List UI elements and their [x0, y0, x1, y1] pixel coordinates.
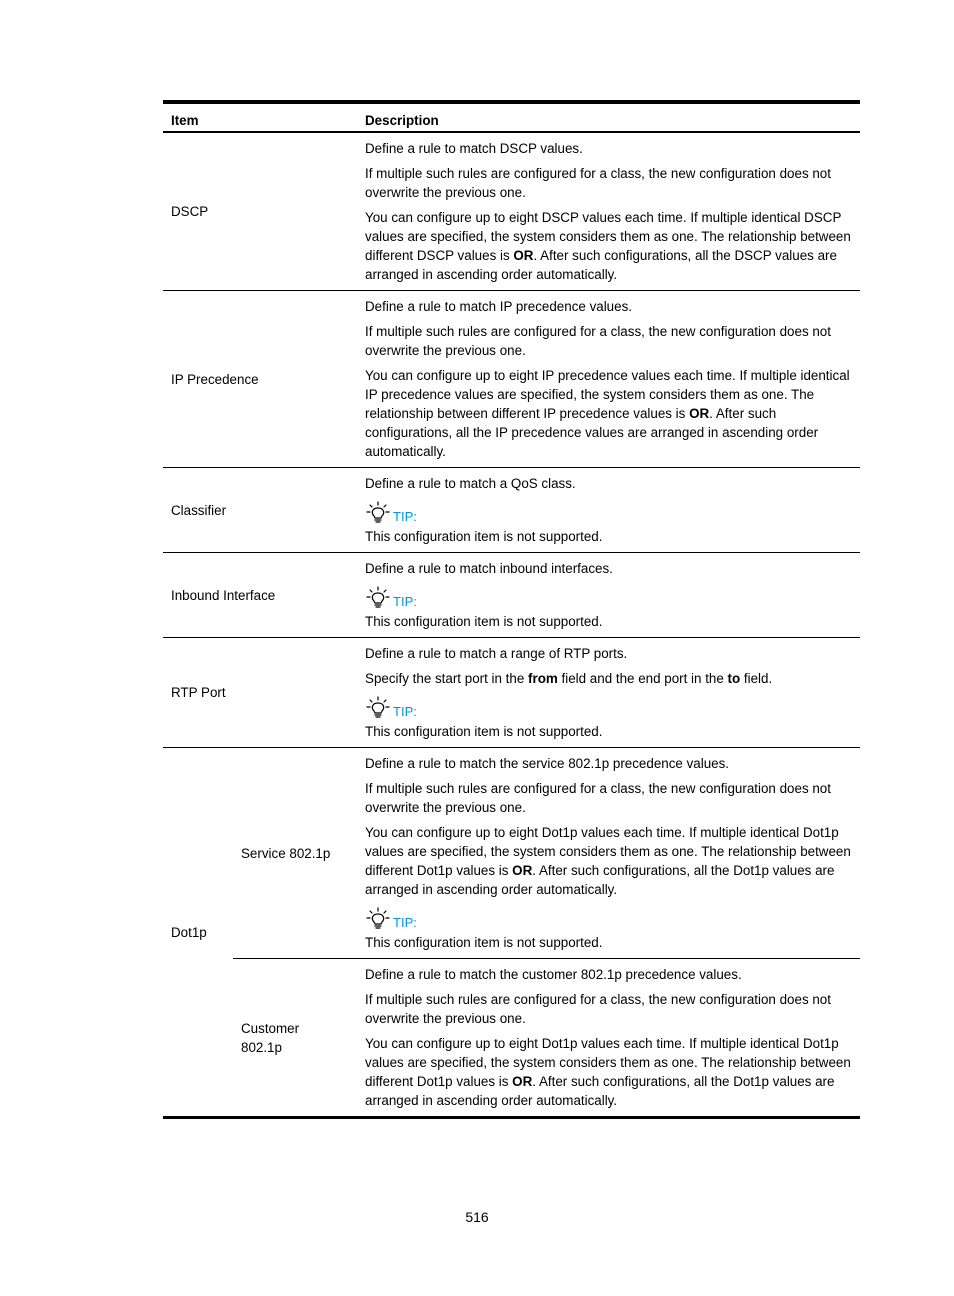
desc-paragraph: You can configure up to eight Dot1p values each time. If multiple identical Dot1p values are specified, the system considers them as one. The relationship between different Dot1p values is OR. After such configurations, all the Dot1p values are arranged in ascending order automatically.	[365, 825, 851, 897]
bold-keyword: OR	[512, 863, 533, 878]
subitem-cell: Customer 802.1p	[241, 1020, 300, 1055]
item-cell: RTP Port	[171, 685, 226, 700]
tip-text: This configuration item is not supported.	[365, 724, 603, 739]
description-cell	[357, 638, 860, 748]
tip-callout	[365, 694, 852, 720]
tip-label: TIP:	[393, 509, 417, 524]
tip-label: TIP:	[393, 915, 417, 930]
desc-paragraph: Define a rule to match the service 802.1p precedence values.	[365, 756, 730, 771]
tip-callout	[365, 499, 852, 525]
header-item: Item	[171, 113, 199, 128]
item-cell: Classifier	[171, 502, 227, 518]
description-cell	[357, 748, 860, 959]
desc-paragraph: Define a rule to match a QoS class.	[365, 476, 576, 491]
tip-text: This configuration item is not supported.	[365, 935, 603, 950]
item-cell: DSCP	[171, 204, 209, 219]
desc-paragraph: If multiple such rules are configured for a class, the new configuration does not overwrite the previous one.	[365, 781, 831, 815]
item-cell: Dot1p	[163, 748, 233, 1118]
lightbulb-icon	[365, 907, 391, 931]
desc-paragraph: Define a rule to match inbound interfaces.	[365, 561, 613, 576]
desc-paragraph: If multiple such rules are configured for a class, the new configuration does not overwrite the previous one.	[365, 992, 831, 1026]
bold-keyword: to	[727, 671, 741, 686]
table-row-dot1p-service	[163, 748, 860, 959]
lightbulb-icon	[365, 501, 391, 525]
item-cell: IP Precedence	[171, 371, 259, 387]
tip-label: TIP:	[393, 704, 417, 719]
desc-paragraph: Specify the start port in the from field and the end port in the to field.	[365, 671, 773, 686]
table-row-dscp	[163, 132, 860, 291]
table-row-inbound-interface	[163, 553, 860, 638]
description-cell	[357, 553, 860, 638]
lightbulb-icon	[365, 696, 391, 720]
tip-text: This configuration item is not supported.	[365, 614, 603, 629]
bold-keyword: OR	[513, 248, 534, 263]
desc-paragraph: You can configure up to eight Dot1p values each time. If multiple identical Dot1p values are specified, the system considers them as one. The relationship between different Dot1p values is OR. After such configurations, all the Dot1p values are arranged in ascending order automatically.	[365, 1036, 851, 1108]
desc-paragraph: If multiple such rules are configured for a class, the new configuration does not overwrite the previous one.	[365, 324, 831, 358]
table-row-dot1p-customer	[163, 959, 860, 1118]
table-row-ip-precedence	[163, 291, 860, 468]
desc-paragraph: Define a rule to match DSCP values.	[365, 141, 583, 156]
table-header-row	[163, 102, 860, 132]
subitem-cell: Service 802.1p	[233, 748, 357, 959]
tip-callout	[365, 905, 852, 931]
tip-text: This configuration item is not supported.	[365, 529, 603, 544]
bold-keyword: from	[528, 671, 558, 686]
desc-paragraph: Define a rule to match a range of RTP ports.	[365, 646, 628, 661]
description-cell	[357, 132, 860, 291]
desc-paragraph: You can configure up to eight DSCP values each time. If multiple identical DSCP values are specified, the system considers them as one. The relationship between different DSCP values is OR. After such configurations, all the DSCP values are arranged in ascending order automatically.	[365, 210, 851, 282]
tip-label: TIP:	[393, 594, 417, 609]
table-row-rtp-port	[163, 638, 860, 748]
lightbulb-icon	[365, 586, 391, 610]
desc-paragraph: You can configure up to eight IP precedence values each time. If multiple identical IP precedence values are specified, the system considers them as one. The relationship between different IP precedence values is OR. After such configurations, all the IP precedence values are arranged in ascending order automatically.	[365, 368, 850, 459]
bold-keyword: OR	[689, 406, 710, 421]
header-description: Description	[365, 113, 439, 128]
page-number: 516	[465, 1209, 489, 1225]
description-cell	[357, 291, 860, 468]
desc-paragraph: Define a rule to match IP precedence values.	[365, 299, 632, 314]
table-row-classifier	[163, 468, 860, 553]
match-rule-table	[163, 100, 860, 1119]
desc-paragraph: Define a rule to match the customer 802.1p precedence values.	[365, 967, 742, 982]
item-cell: Inbound Interface	[171, 587, 276, 603]
config-table-container	[163, 100, 860, 1119]
bold-keyword: OR	[512, 1074, 533, 1089]
desc-paragraph: If multiple such rules are configured for a class, the new configuration does not overwrite the previous one.	[365, 166, 831, 200]
tip-callout	[365, 584, 852, 610]
description-cell	[357, 468, 860, 553]
description-cell	[357, 959, 860, 1118]
